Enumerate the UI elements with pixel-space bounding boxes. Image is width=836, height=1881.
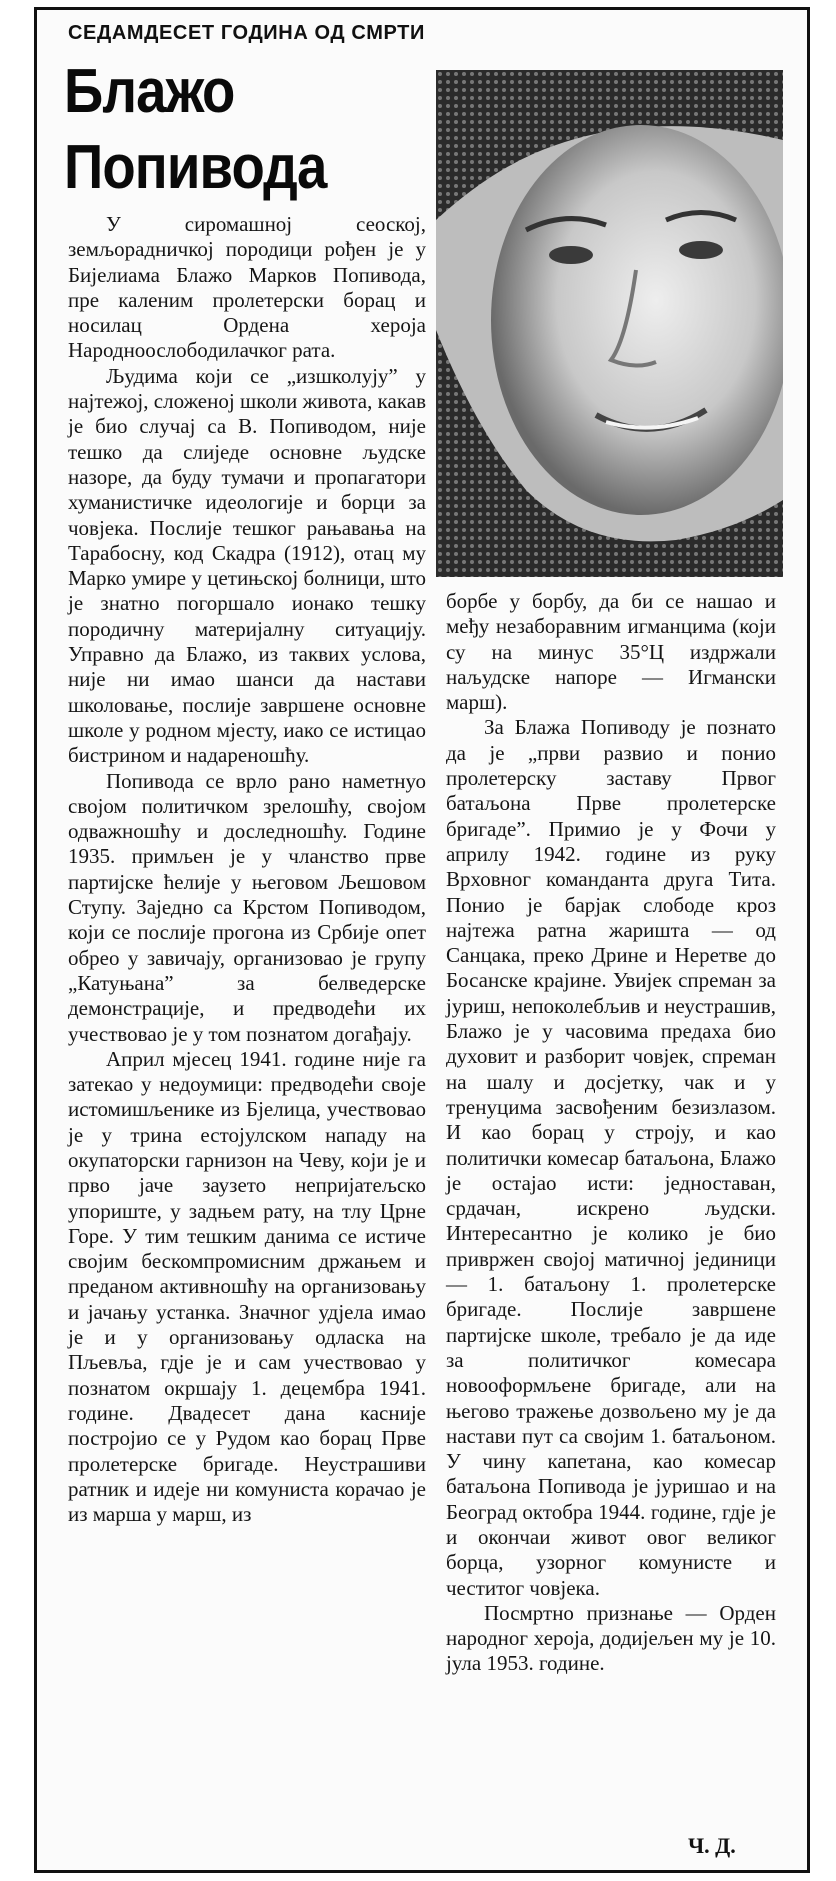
paragraph: За Блажа Попиводу је познато да је „први развио и понио пролетерску заставу Првог батаљона Прве пролетерске бригаде”. Примио је у Фочи у априлу 1942. године из руку Врховног команданта друга Тита. Понио је барјак слободе кроз најтежа ратна жаришта — од Санцака, преко Дрине и Неретве до Босанске крајине. Увијек спреман за јуриш, непоколебљив и неустрашив, Блажо је у часовима предаха био духовит и разборит човјек, спреман на шалу и досјетку, чак и у тренуцима засвођеним безизлазом. И као борац у строју, и као политички комесар батаљона, Блажо је остајао исти: једноставан, срдачан, искрено људски. Интересантно је колико је био привржен својој матичној јединици — 1. батаљону 1. пролетерске бригаде. Послије завршене партијске школе, требало је да иде за политичког комесара новооформљене бригаде, али на његово тражење дозвољено му је да настави пут са својим 1. батаљоном. У чину капетана, као комесар батаљона Попивода је јуришао и на Београд октобра 1944. године, гдје је и окончаи живот овог великог борца, узорног комунисте и честитог човјека. [446, 715, 776, 1600]
paragraph: Попивода се врло рано наметнуо својом политичком зрелошћу, својом одважношћу и доследношћу. Године 1935. примљен је у чланство прве партијске ћелије у његовом Љешовом Ступу. Заједно са Крстом Попиводом, који се послије прогона из Србије опет обрео у завичају, организовао је групу „Катуњана” за белведерске демонстрације, и предводећи их учествовао је у том познатом догађају. [68, 768, 426, 1046]
left-column [68, 212, 426, 1527]
right-column-top [446, 589, 776, 1677]
article-kicker: СЕДАМДЕСЕТ ГОДИНА ОД СМРТИ [68, 22, 425, 44]
article-headline [64, 54, 390, 206]
paragraph: Април мјесец 1941. године није га затекао у недоумици: предводећи своје истомишљенике из Бјелица, учествовао је у трина естојулском нападу на окупаторски гарнизон на Чеву, који је и прво јаче заузето непријатељско упориште, у задњем рату, на тлу Црне Горе. У тим тешким данима се истиче својим бескомпромисним држањем и преданом активношћу на организовању и јачању устанка. Значног удјела имао је и у организовању одласка на Пљевља, гдје је и сам учествовао у познатом окршају 1. децембра 1941. године. Двадесет дана касније постројио се у Рудом као борац Прве пролетерске бригаде. Неустрашиви ратник и идеје ни комуниста корачао је из марша у марш, из [68, 1046, 426, 1527]
paragraph: Посмртно признање — Орден народног хероја, додијељен му је 10. јула 1953. године. [446, 1600, 776, 1676]
author-signature: Ч. Д. [688, 1833, 736, 1858]
headline-line-2: Попивода [64, 133, 327, 202]
paragraph-continuation: борбе у борбу, да би се нашао и међу незаборавним игманцима (који су на минус 35°Ц издржали нaљудске напоре — Игмански марш). [446, 589, 776, 715]
portrait-illustration [436, 70, 783, 577]
headline-line-1: Блажо [64, 57, 235, 126]
portrait-photo [436, 70, 783, 577]
paragraph: Људима који се „изшколују” у најтежој, сложеној школи живота, какав је био случај са В. Попиводом, није тешко да слиједе основне људске назоре, да буду тумачи и пропагатори хуманистичке идеологије и борци за човјека. Послије тешког рањавања на Тарабосну, код Скадра (1912), отац му Марко умире у цетињској болници, што је знатно погоршало ионако тешку породичну материјалну ситуацију. Управно да Блажо, из таквих услова, није ни имао шанси да настави школовање, послије завршене основне школе у родном мјесту, иако се истицао бистрином и надареношћу. [68, 363, 426, 768]
paragraph: У сиромашној сеоској, земљорадничкој породици рођен је у Бијелиама Блажо Марков Попивода, пре каленим пролетерски борац и носилац Ордена хероја Народноослободилачког рата. [68, 212, 426, 363]
